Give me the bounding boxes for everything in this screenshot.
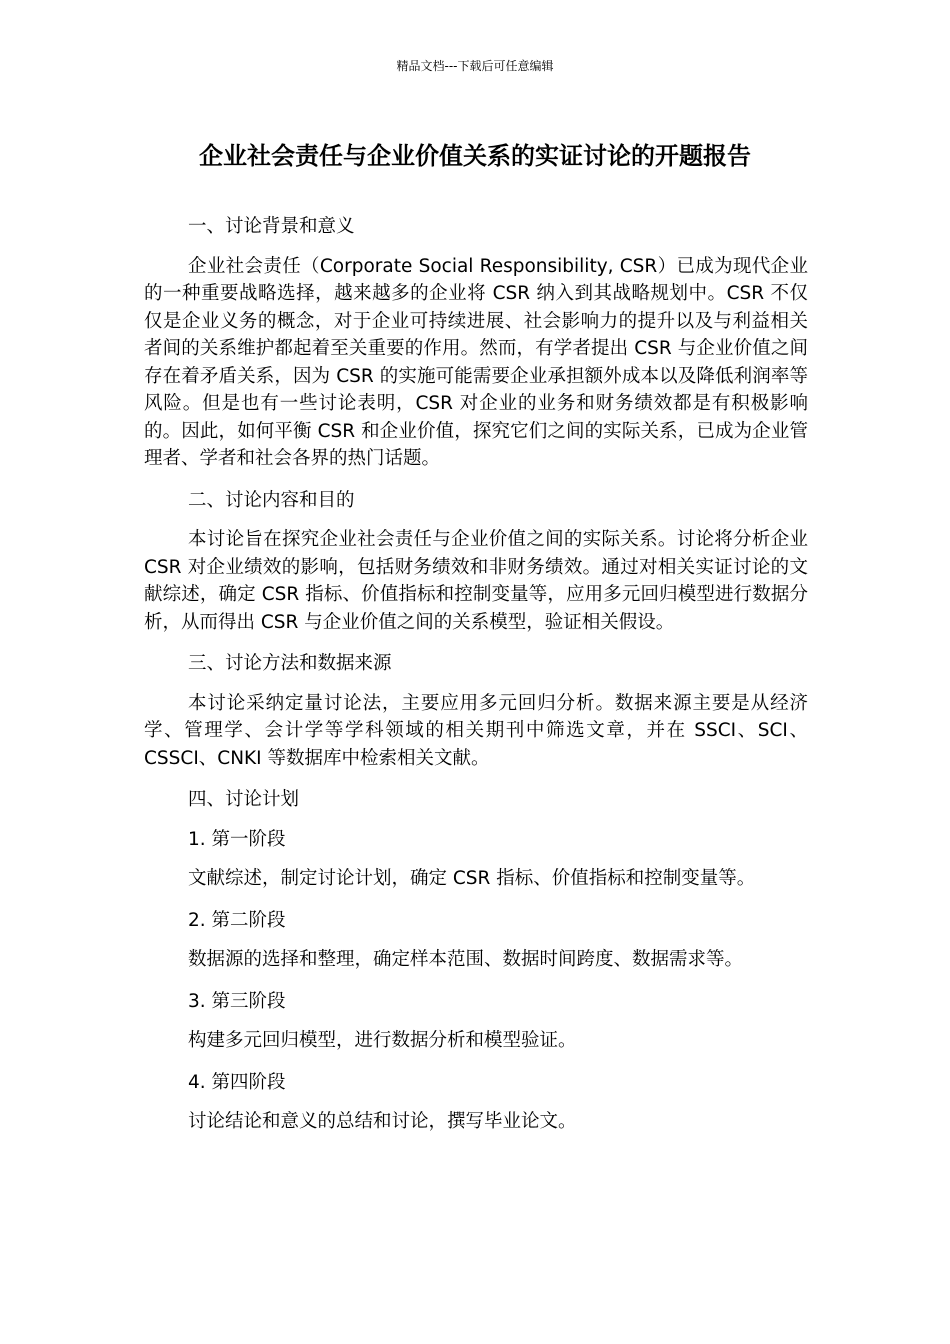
plan-step-label: 2. 第二阶段 — [188, 909, 286, 931]
section-body-method: 本讨论采纳定量讨论法，主要应用多元回归分析。数据来源主要是从经济学、管理学、会计学等学科领域的相关期刊中筛选文章，并在 SSCI、SCI、CSSCI、CNKI 等数据库中检索相关文献。 — [144, 692, 808, 769]
document-body — [144, 213, 808, 1150]
plan-step-body: 讨论结论和意义的总结和讨论，撰写毕业论文。 — [188, 1111, 577, 1132]
section-heading-content: 二、讨论内容和目的 — [188, 489, 355, 511]
section-heading-plan: 四、讨论计划 — [188, 789, 300, 810]
plan-step-label: 1. 第一阶段 — [188, 828, 286, 850]
plan-step-body: 构建多元回归模型，进行数据分析和模型验证。 — [188, 1030, 577, 1051]
document-title: 企业社会责任与企业价值关系的实证讨论的开题报告 — [199, 142, 751, 170]
section-body-background: 企业社会责任（Corporate Social Responsibility, CSR）已成为现代企业的一种重要战略选择，越来越多的企业将 CSR 纳入到其战略规划中。CSR 不仅仅是企业义务的概念，对于企业可持续进展、社会影响力的提升以及与利益相关者间的关系维护都起着至关重要的作用。然而，有学者提出 CSR 与企业价值之间存在着矛盾关系，因为 CSR 的实施可能需要企业承担额外成本以及降低利润率等风险。但是也有一些讨论表明，CSR 对企业的业务和财务绩效都是有积极影响的。因此，如何平衡 CSR 和企业价值，探究它们之间的实际关系，已成为企业管理者、学者和社会各界的热门话题。 — [144, 255, 808, 469]
plan-step-body: 文献综述，制定讨论计划，确定 CSR 指标、价值指标和控制变量等。 — [188, 868, 756, 889]
plan-step-label: 4. 第四阶段 — [188, 1071, 286, 1093]
section-heading-method: 三、讨论方法和数据来源 — [188, 653, 392, 674]
plan-step-body: 数据源的选择和整理，确定样本范围、数据时间跨度、数据需求等。 — [188, 949, 744, 970]
section-body-content: 本讨论旨在探究企业社会责任与企业价值之间的实际关系。讨论将分析企业 CSR 对企业绩效的影响，包括财务绩效和非财务绩效。通过对相关实证讨论的文献综述，确定 CSR 指标、价值指标和控制变量等，应用多元回归模型进行数据分析，从而得出 CSR 与企业价值之间的关系模型，验证相关假设。 — [144, 529, 808, 633]
header-note: 精品文档---下载后可任意编辑 — [396, 59, 554, 73]
section-heading-background: 一、讨论背景和意义 — [188, 216, 355, 237]
plan-step-label: 3. 第三阶段 — [188, 990, 286, 1012]
